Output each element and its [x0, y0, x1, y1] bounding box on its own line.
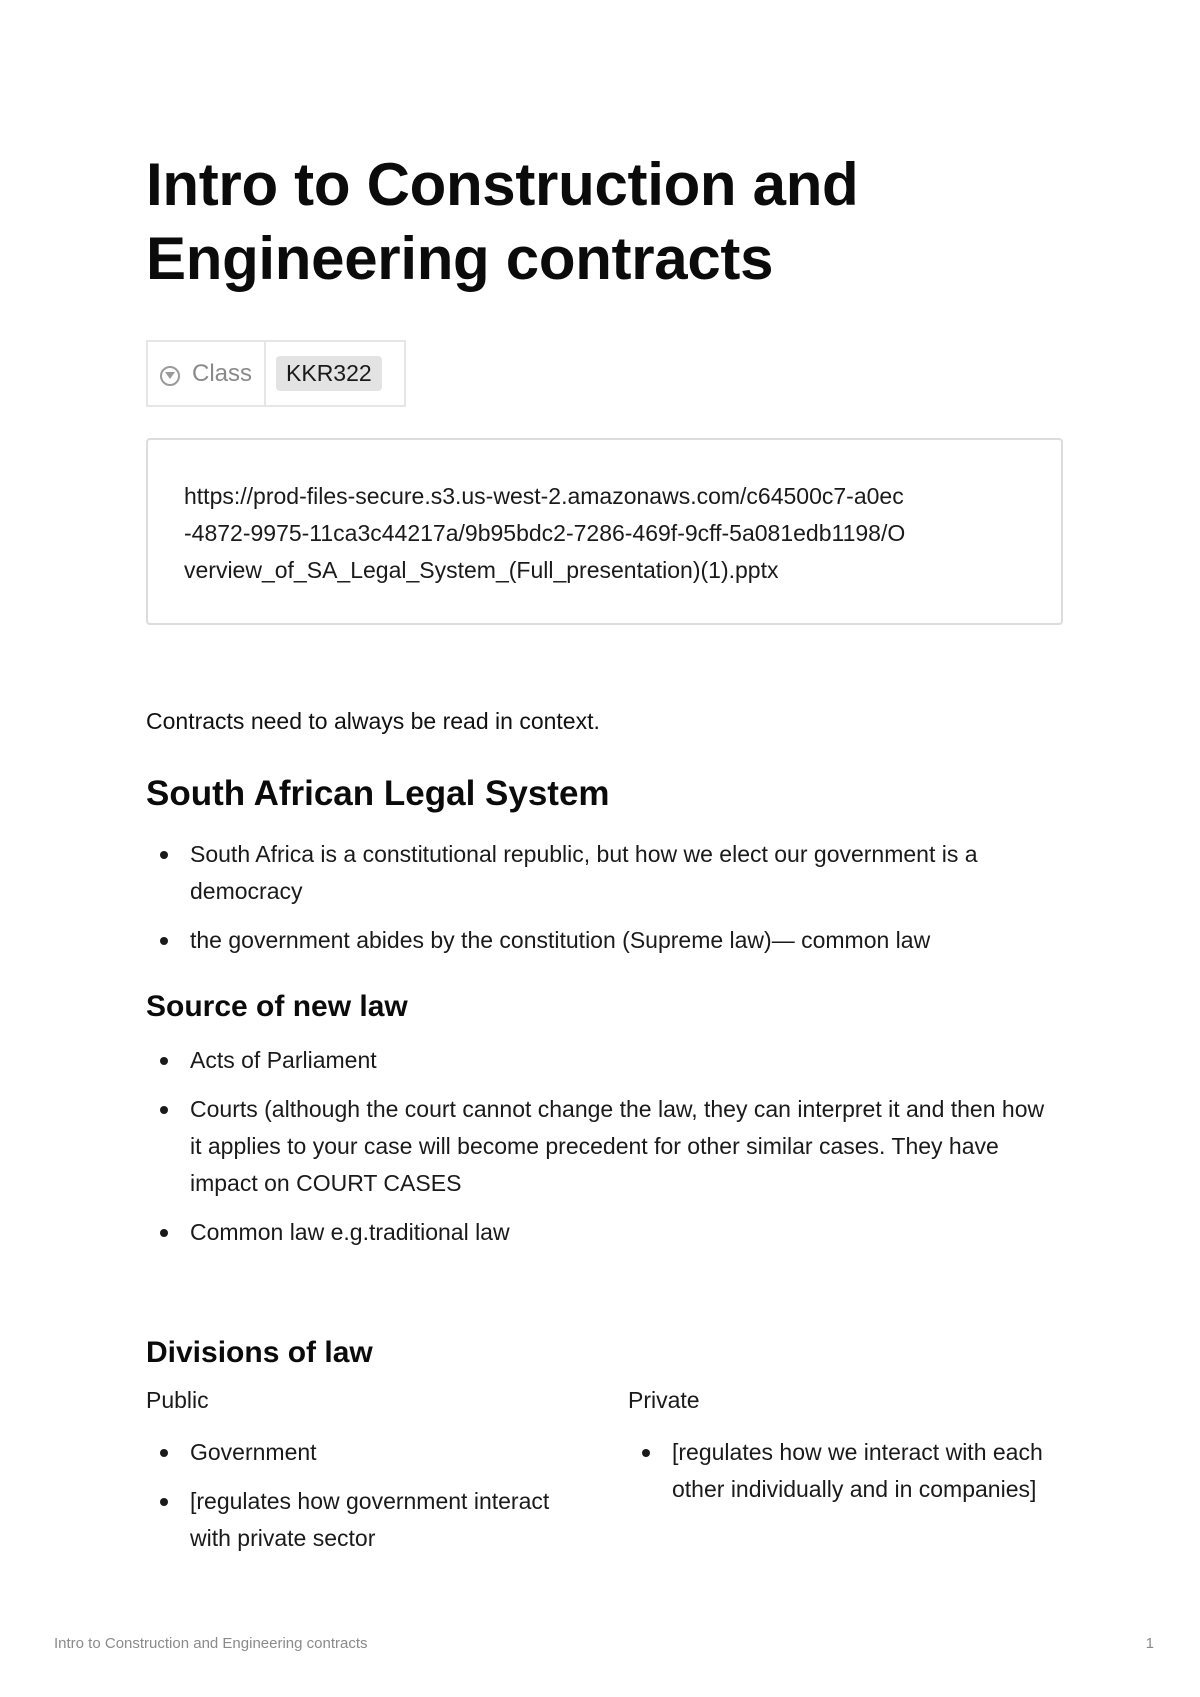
file-link-line-1: https://prod-files-secure.s3.us-west-2.amazonaws.com/c64500c7-a0ec — [184, 483, 904, 509]
file-link-block[interactable] — [146, 438, 1063, 625]
list-item: South Africa is a constitutional republic, but how we elect our government is a democracy — [146, 836, 1046, 910]
file-link-line-2: -4872-9975-11ca3c44217a/9b95bdc2-7286-469f-9cff-5a081edb1198/O — [184, 520, 906, 546]
dropdown-circle-icon — [160, 366, 180, 386]
property-name-cell[interactable] — [148, 342, 266, 405]
file-link-line-3: verview_of_SA_Legal_System_(Full_presentation)(1).pptx — [184, 557, 779, 583]
class-tag: KKR322 — [276, 356, 382, 391]
page-title-line-2: Engineering contracts — [146, 225, 774, 292]
list-item: Common law e.g.traditional law — [146, 1214, 1046, 1251]
list-item: the government abides by the constitution (Supreme law)— common law — [146, 922, 1046, 959]
footer-title: Intro to Construction and Engineering contracts — [54, 1635, 368, 1652]
page-title — [146, 148, 858, 296]
footer-page-number: 1 — [1145, 1635, 1154, 1652]
list-item: Acts of Parliament — [146, 1042, 1046, 1079]
property-name: Class — [192, 359, 253, 387]
page-title-line-1: Intro to Construction and — [146, 151, 859, 218]
heading-divisions-of-law: Divisions of law — [146, 1336, 373, 1369]
heading-source-of-new-law: Source of new law — [146, 990, 408, 1023]
column-label-public: Public — [146, 1387, 209, 1413]
column-label-private: Private — [628, 1387, 700, 1413]
intro-paragraph: Contracts need to always be read in context. — [146, 708, 600, 734]
property-value-cell[interactable] — [266, 342, 404, 405]
list-item: [regulates how government interact with private sector — [146, 1483, 566, 1557]
heading-south-african-legal-system: South African Legal System — [146, 774, 610, 813]
list-item: Government — [146, 1434, 566, 1471]
list-item: [regulates how we interact with each other individually and in companies] — [628, 1434, 1048, 1508]
source-of-law-list — [146, 1042, 1046, 1251]
private-law-list — [628, 1434, 1048, 1508]
list-item: Courts (although the court cannot change the law, they can interpret it and then how it applies to your case will become precedent for other similar cases. They have impact on COURT CASES — [146, 1091, 1046, 1202]
public-law-list — [146, 1434, 566, 1557]
legal-system-list — [146, 836, 1046, 959]
property-row — [146, 340, 406, 407]
